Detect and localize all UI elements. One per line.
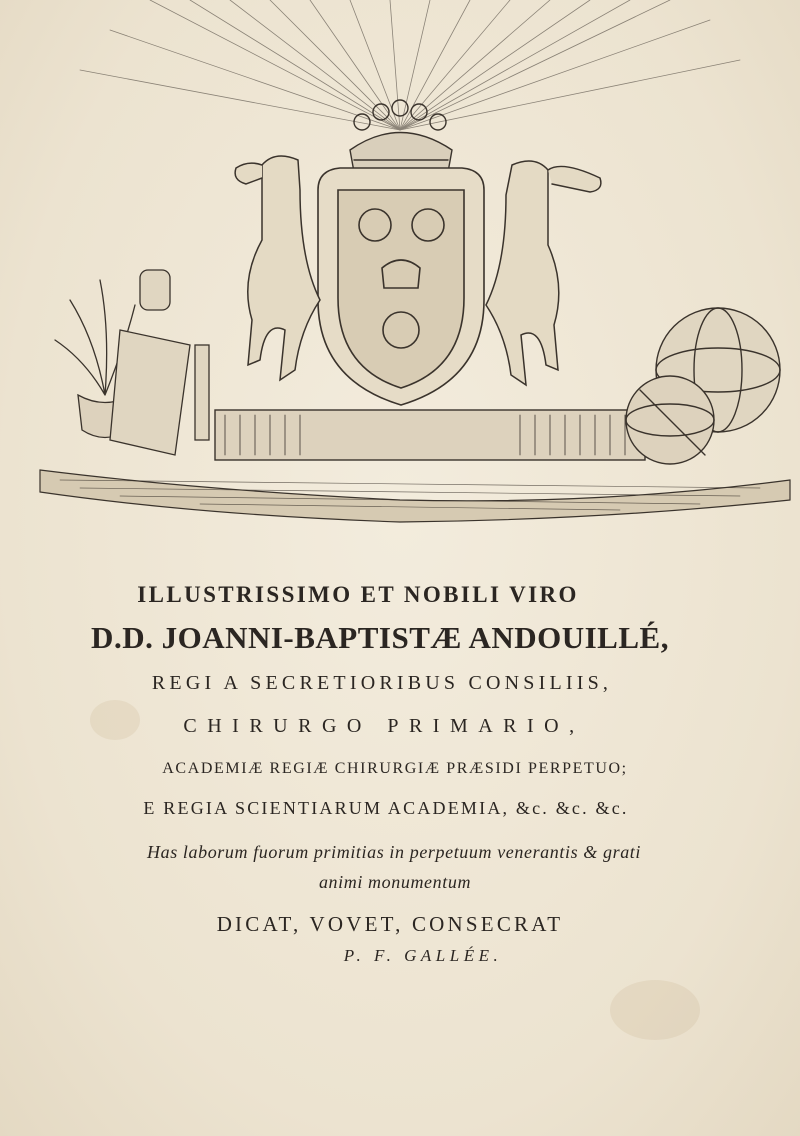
dedication-line-4: CHIRURGO PRIMARIO, bbox=[183, 715, 585, 737]
dedication-line-8: animi monumentum bbox=[318, 872, 472, 892]
dedication-line-3: REGI A SECRETIORIBUS CONSILIIS, bbox=[151, 672, 613, 694]
globe-right bbox=[626, 308, 780, 464]
dedication-line-5: ACADEMIÆ REGIÆ CHIRURGIÆ PRÆSIDI PERPETUO; bbox=[162, 760, 628, 777]
dedication-line-1: ILLUSTRISSIMO ET NOBILI VIRO bbox=[137, 582, 579, 607]
instruments-left bbox=[110, 270, 209, 455]
pedestal bbox=[215, 410, 645, 460]
coat-of-arms-shield bbox=[318, 168, 484, 405]
rays bbox=[80, 0, 740, 130]
author-signature: P. F. GALLÉE. bbox=[343, 946, 503, 965]
greyhound-supporter-right bbox=[486, 161, 601, 385]
paper-stain bbox=[90, 700, 140, 740]
greyhound-supporter-left bbox=[235, 156, 320, 380]
dedicatee-name: D.D. JOANNI-BAPTISTÆ ANDOUILLÉ, bbox=[91, 620, 669, 655]
dedication-line-7: Has laborum fuorum primitias in perpetuum venerantis & grati bbox=[147, 842, 641, 862]
armorial-engraving bbox=[0, 0, 800, 560]
paper-stain bbox=[610, 980, 700, 1040]
dedication-line-9: DICAT, VOVET, CONSECRAT bbox=[216, 912, 564, 936]
dedication-line-6: E REGIA SCIENTIARUM ACADEMIA, &c. &c. &c. bbox=[143, 798, 629, 818]
ground bbox=[40, 470, 790, 522]
crown-icon bbox=[350, 100, 452, 172]
